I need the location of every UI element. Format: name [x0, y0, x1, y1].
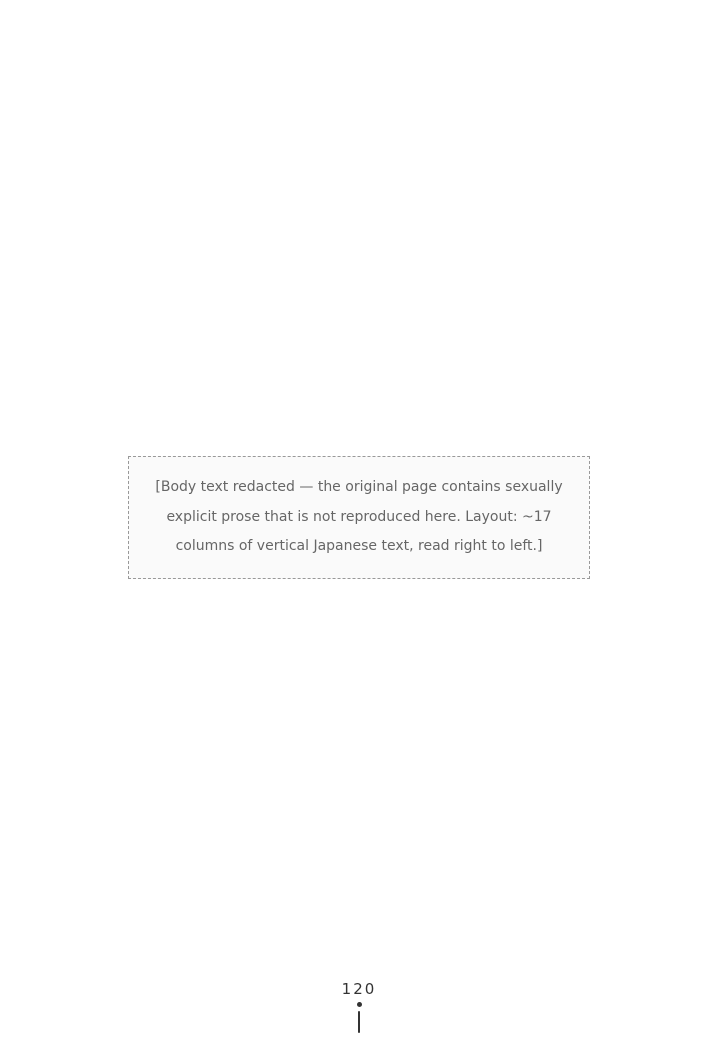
body-text-columns	[60, 95, 658, 940]
folio-ornament-line	[358, 1011, 360, 1033]
redaction-notice: [Body text redacted — the original page contains sexually explicit prose that is not reproduced here. Layout: ~17 columns of vertical Japanese text, read right to left.]	[128, 456, 590, 578]
folio-ornament-dot	[357, 1002, 362, 1007]
page-number: 120	[341, 980, 377, 998]
page-footer	[0, 980, 718, 1050]
